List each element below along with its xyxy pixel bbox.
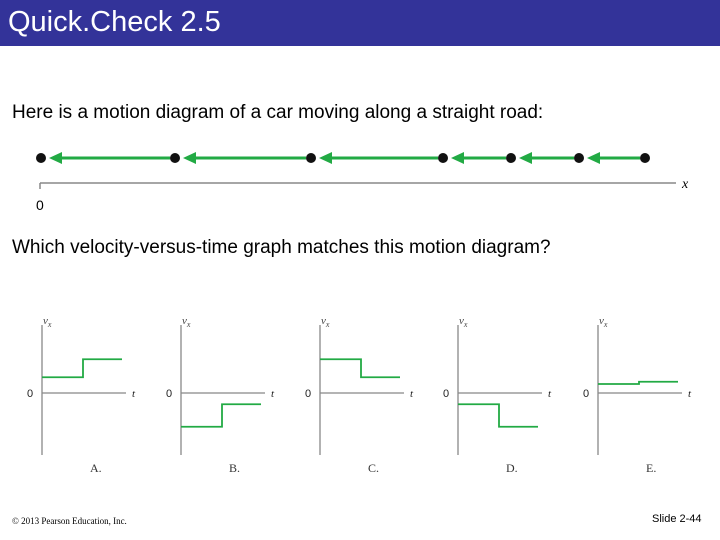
t-axis-label: t: [132, 388, 136, 400]
zero-label: 0: [583, 388, 590, 400]
vt-graph: [305, 315, 414, 475]
vt-graph: [27, 315, 136, 475]
x-axis-label: x: [682, 177, 689, 192]
choice-letter: C.: [368, 461, 380, 475]
graphs-group: [27, 315, 692, 475]
slide-number: Slide 2-44: [652, 513, 702, 525]
prompt-text: Here is a motion diagram of a car moving along a straight road:: [12, 102, 544, 123]
origin-label: 0: [36, 197, 44, 213]
v-axis-label: $v_x$: [599, 315, 608, 329]
zero-label: 0: [27, 388, 34, 400]
t-axis-label: t: [688, 388, 692, 400]
velocity-step-line: [598, 382, 678, 384]
t-axis-label: t: [271, 388, 275, 400]
velocity-step-line: [42, 359, 122, 377]
question-text: Which velocity-versus-time graph matches this motion diagram?: [12, 237, 551, 258]
choice-letter: B.: [229, 461, 241, 475]
zero-label: 0: [166, 388, 173, 400]
vt-graph: [583, 315, 692, 475]
velocity-step-line: [458, 404, 538, 427]
t-axis-label: t: [410, 388, 414, 400]
v-axis-label: $v_x$: [459, 315, 468, 329]
zero-label: 0: [305, 388, 312, 400]
t-axis-label: t: [548, 388, 552, 400]
v-axis-label: $v_x$: [321, 315, 330, 329]
slide-title: Quick.Check 2.5: [8, 6, 221, 38]
choice-letter: D.: [506, 461, 518, 475]
choice-letter: E.: [646, 461, 657, 475]
zero-label: 0: [443, 388, 450, 400]
velocity-step-line: [320, 359, 400, 377]
vt-graph: [166, 315, 275, 475]
v-axis-label: $v_x$: [182, 315, 191, 329]
copyright-text: © 2013 Pearson Education, Inc.: [12, 516, 127, 526]
choice-letter: A.: [90, 461, 102, 475]
velocity-step-line: [181, 404, 261, 427]
vt-graph: [443, 315, 552, 475]
v-axis-label: $v_x$: [43, 315, 52, 329]
